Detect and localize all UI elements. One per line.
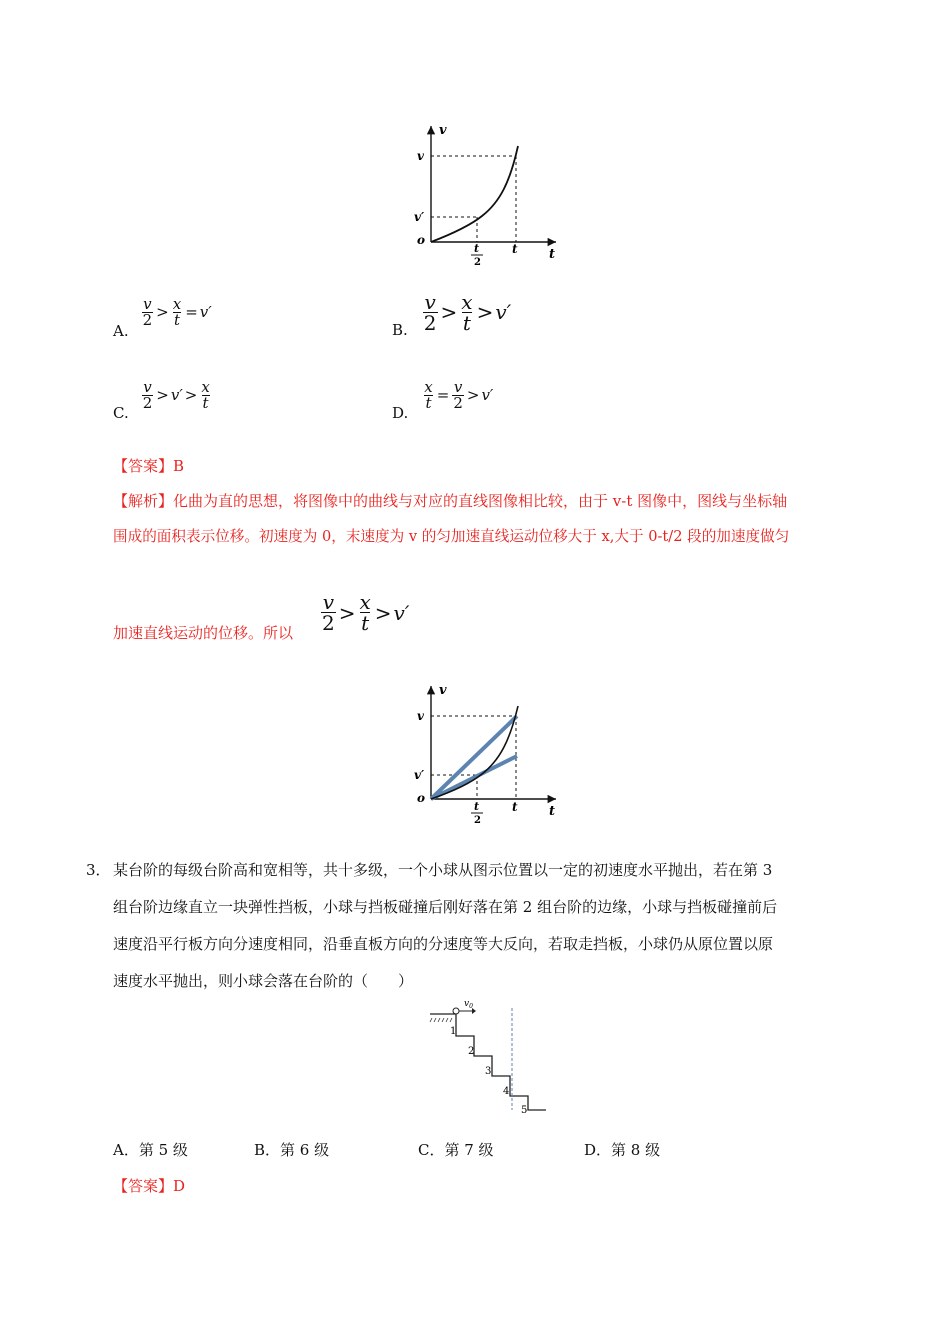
operator: = bbox=[185, 302, 198, 321]
vt-graph-2 bbox=[412, 680, 562, 830]
option-a[interactable] bbox=[113, 290, 212, 344]
vprime: v′ bbox=[170, 385, 183, 404]
v0-label: $v_0$ bbox=[464, 1000, 473, 1010]
v-value-label: v bbox=[417, 149, 424, 163]
operator: > bbox=[440, 300, 458, 324]
vprime: v′ bbox=[481, 385, 494, 404]
frac-num: x bbox=[172, 294, 182, 313]
q3-line2: 组台阶边缘直立一块弹性挡板，小球与挡板碰撞后刚好落在第 2 组台阶的边缘，小球与挡板碰撞前后 bbox=[113, 898, 778, 916]
frac-den: 2 bbox=[142, 310, 153, 329]
frac-den: 2 bbox=[322, 611, 335, 635]
frac-num: v bbox=[424, 289, 436, 314]
axis-t-label: t bbox=[549, 804, 556, 819]
operator: > bbox=[466, 385, 480, 404]
half-t-num: t bbox=[474, 800, 480, 813]
frac-num: v bbox=[143, 294, 152, 313]
q3-answer: 【答案】D bbox=[113, 1177, 186, 1195]
half-t-den: 2 bbox=[474, 815, 481, 826]
operator: = bbox=[436, 385, 450, 404]
vprime-label: v′ bbox=[414, 768, 425, 782]
staircase-diagram bbox=[426, 1000, 552, 1118]
q3-line4: 速度水平抛出，则小球会落在台阶的（ ） bbox=[113, 972, 414, 990]
v-value-label: v bbox=[417, 709, 424, 723]
frac-num: x bbox=[461, 289, 473, 314]
operator: > bbox=[374, 600, 392, 625]
t-tick-label: t bbox=[512, 242, 518, 256]
frac-den: t bbox=[425, 393, 432, 412]
option-b-letter: B. bbox=[392, 320, 408, 339]
operator: > bbox=[338, 600, 356, 625]
stair-label-1: 1 bbox=[450, 1026, 457, 1037]
vprime: v′ bbox=[393, 600, 410, 625]
frac-num: x bbox=[424, 377, 433, 396]
t-tick-label: t bbox=[512, 800, 518, 814]
stair-label-3: 3 bbox=[485, 1066, 492, 1077]
q2-analysis-line2: 围成的面积表示位移。初速度为 0，末速度为 v 的匀加速直线运动位移大于 x,大于 0-t/2 段的加速度做匀 bbox=[113, 528, 790, 545]
frac-den: 2 bbox=[423, 310, 437, 335]
frac-num: x bbox=[201, 377, 210, 396]
vt-graph-1 bbox=[412, 120, 562, 270]
frac-den: t bbox=[173, 310, 180, 329]
axis-t-label: t bbox=[549, 247, 556, 262]
stair-label-4: 4 bbox=[503, 1086, 510, 1097]
option-c-letter: C. bbox=[113, 403, 129, 422]
q3-option-d[interactable]: D．第 8 级 bbox=[584, 1141, 661, 1159]
uniform-accel-line-lower bbox=[431, 756, 517, 799]
operator: > bbox=[476, 300, 494, 324]
q2-conclusion-formula bbox=[320, 592, 409, 633]
q3-option-c[interactable]: C．第 7 级 bbox=[418, 1141, 494, 1159]
q3-option-b[interactable]: B．第 6 级 bbox=[254, 1141, 330, 1159]
vprime: v′ bbox=[199, 302, 212, 321]
frac-den: t bbox=[202, 393, 209, 412]
origin-label: o bbox=[417, 791, 426, 805]
stair-label-5: 5 bbox=[521, 1105, 528, 1116]
frac-num: v bbox=[453, 377, 463, 396]
half-t-den: 2 bbox=[474, 257, 481, 268]
analysis-prefix: 【解析】 bbox=[113, 492, 174, 510]
q3-line3: 速度沿平行板方向分速度相同，沿垂直板方向的分速度等大反向，若取走挡板，小球仍从原位置以原 bbox=[113, 935, 774, 953]
frac-den: t bbox=[462, 310, 471, 335]
operator: > bbox=[184, 385, 198, 404]
q3-line1: 某台阶的每级台阶高和宽相等，共十多级，一个小球从图示位置以一定的初速度水平抛出，若在第 3 bbox=[113, 861, 773, 879]
axis-v-label: v bbox=[439, 123, 447, 138]
option-a-letter: A. bbox=[113, 321, 129, 340]
q2-analysis-line1 bbox=[113, 494, 787, 509]
frac-num: v bbox=[143, 377, 152, 396]
ball bbox=[453, 1008, 459, 1014]
q2-answer: 【答案】B bbox=[113, 457, 185, 475]
option-d[interactable] bbox=[392, 372, 493, 426]
analysis-text-1: 化曲为直的思想，将图像中的曲线与对应的直线图像相比较，由于 v-t 图像中，图线与坐标轴 bbox=[173, 492, 788, 510]
vt-curve bbox=[431, 146, 518, 242]
q3-option-a[interactable]: A．第 5 级 bbox=[113, 1141, 188, 1159]
vprime-label: v′ bbox=[414, 210, 425, 224]
option-d-letter: D. bbox=[392, 403, 409, 422]
origin-label: o bbox=[417, 233, 426, 247]
q3-number: 3． bbox=[86, 861, 111, 879]
option-b[interactable] bbox=[392, 288, 511, 344]
operator: > bbox=[156, 302, 169, 321]
uniform-accel-line-upper bbox=[431, 716, 517, 799]
option-c[interactable] bbox=[113, 372, 212, 426]
stair-label-2: 2 bbox=[468, 1046, 475, 1057]
operator: > bbox=[156, 385, 169, 404]
frac-den: t bbox=[361, 611, 370, 635]
half-t-num: t bbox=[474, 242, 480, 255]
q2-analysis-line3: 加速直线运动的位移。所以 bbox=[113, 624, 294, 642]
frac-den: 2 bbox=[142, 393, 153, 412]
frac-num: x bbox=[359, 590, 371, 614]
frac-den: 2 bbox=[453, 393, 463, 412]
stairs bbox=[430, 1014, 546, 1110]
axis-v-label: v bbox=[439, 683, 447, 698]
vprime: v′ bbox=[495, 300, 512, 324]
frac-num: v bbox=[322, 590, 335, 614]
